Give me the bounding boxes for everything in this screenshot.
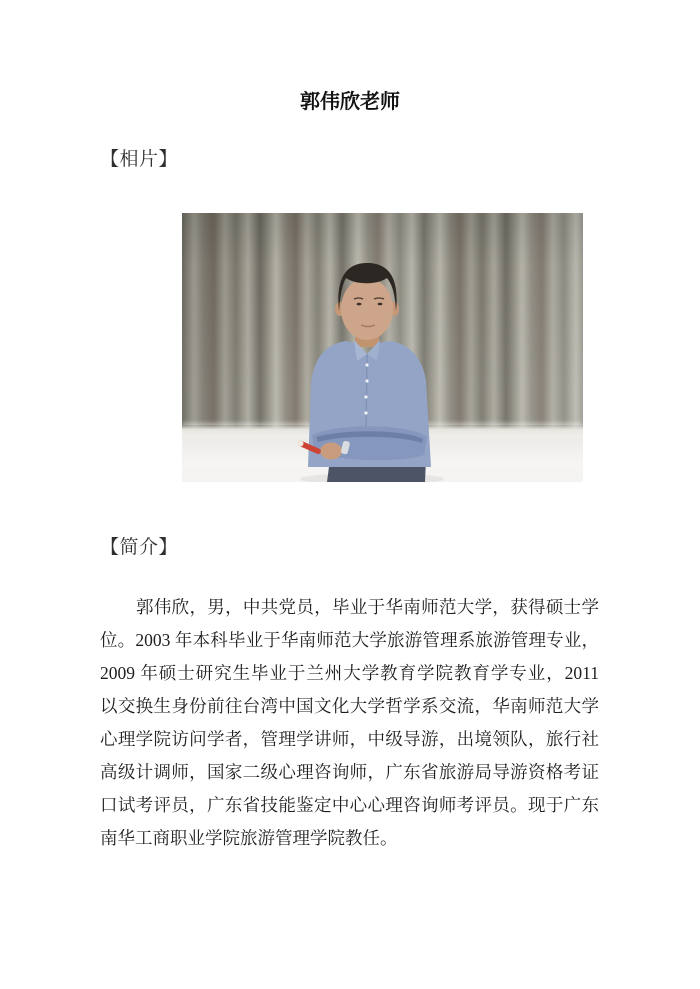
paragraph-line: 心理学院访问学者，管理学讲师，中级导游，出境领队，旅行社 bbox=[100, 729, 599, 749]
man-portrait-illustration bbox=[182, 213, 583, 482]
paragraph-line: 2009 年硕士研究生毕业于兰州大学教育学院教育学专业，2011 bbox=[100, 663, 599, 683]
face bbox=[341, 278, 393, 340]
paragraph-line: 口试考评员，广东省技能鉴定中心心理咨询师考评员。现于广东 bbox=[100, 795, 599, 815]
shirt-button bbox=[365, 379, 368, 382]
paragraph-line: 郭伟欣，男，中共党员，毕业于华南师范大学，获得硕士学 bbox=[136, 597, 599, 617]
shirt-button bbox=[365, 363, 368, 366]
shirt-button bbox=[364, 395, 367, 398]
paragraph-line: 位。2003 年本科毕业于华南师范大学旅游管理系旅游管理专业， bbox=[100, 630, 599, 650]
eye-left bbox=[357, 303, 362, 306]
paragraph-line: 以交换生身份前往台湾中国文化大学哲学系交流，华南师范大学 bbox=[100, 696, 599, 716]
paragraph-line: 南华工商职业学院旅游管理学院教任。 bbox=[100, 828, 398, 848]
intro-section-label: 【简介】 bbox=[100, 537, 179, 558]
page-title: 郭伟欣老师 bbox=[300, 91, 400, 113]
hand bbox=[320, 443, 342, 460]
paragraph-line: 高级计调师，国家二级心理咨询师，广东省旅游局导游资格考证 bbox=[100, 762, 599, 782]
photo-section-label: 【相片】 bbox=[100, 149, 179, 170]
shirt-button bbox=[364, 411, 367, 414]
teacher-photo bbox=[182, 213, 583, 482]
intro-paragraph bbox=[100, 591, 599, 855]
eye-right bbox=[378, 303, 383, 306]
